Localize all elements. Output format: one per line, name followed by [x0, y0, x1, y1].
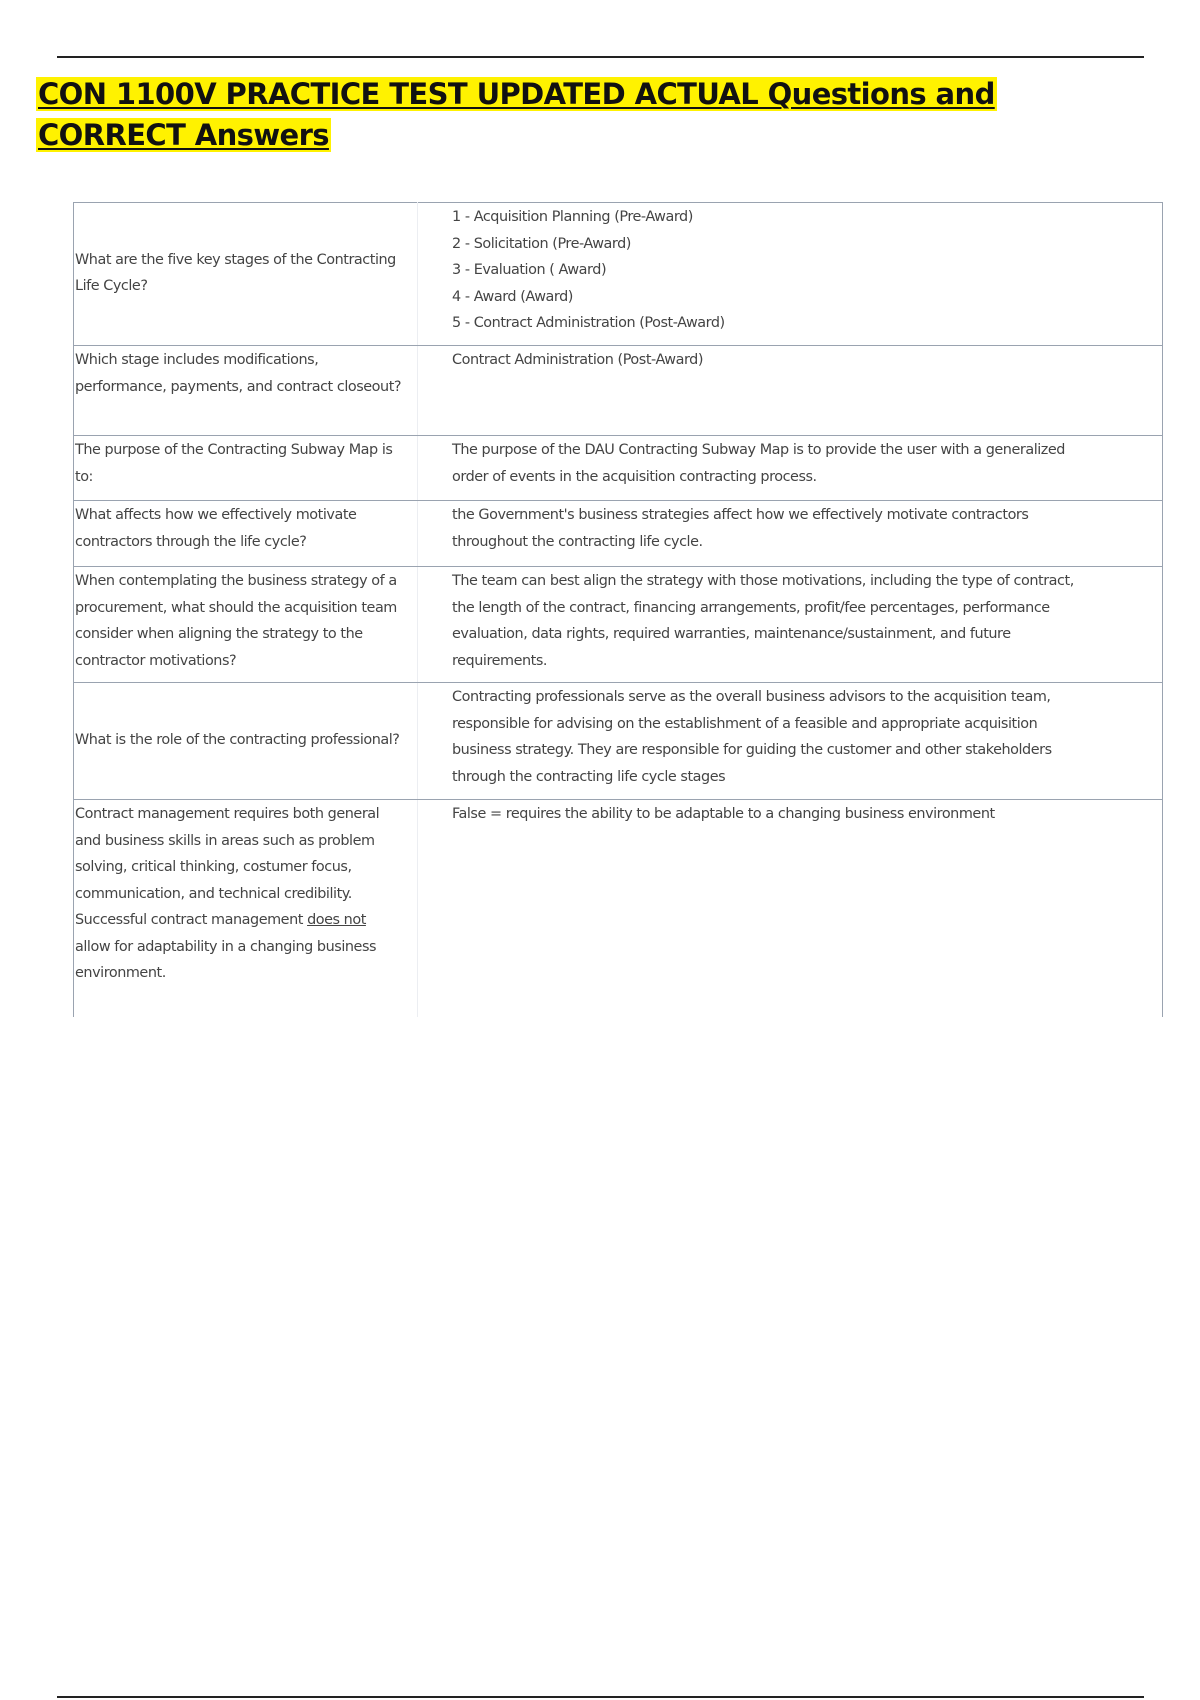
question-text: Contract management requires both general and business skills in areas such as problem solving, critical thinking, costumer focus, communication, and technical credibility. Successful contract management — [75, 806, 380, 928]
table-row — [74, 567, 1163, 683]
answer-cell: Contract Administration (Post-Award) — [418, 346, 1163, 436]
answer-cell: The team can best align the strategy with those motivations, including the type of contract, the length of the contract, financing arrangements, profit/fee percentages, performance evaluation, data rights, required warranties, maintenance/sustainment, and future requirements. — [418, 567, 1163, 683]
table-row — [74, 800, 1163, 1017]
question-cell: What are the five key stages of the Contracting Life Cycle? — [74, 203, 418, 346]
document-title — [36, 74, 1136, 156]
stage-line: 3 - Evaluation ( Award) — [452, 262, 607, 278]
qa-table — [73, 202, 1163, 1017]
question-cell: What affects how we effectively motivate contractors through the life cycle? — [74, 501, 418, 567]
table-row — [74, 203, 1163, 346]
stage-line: 4 - Award (Award) — [452, 288, 573, 305]
underlined-text: does not — [307, 912, 366, 928]
answer-cell: the Government's business strategies affect how we effectively motivate contractors throughout the contracting life cycle. — [418, 501, 1163, 567]
stage-line: 2 - Solicitation (Pre-Award) — [452, 235, 631, 252]
answer-cell: False = requires the ability to be adaptable to a changing business environment — [452, 806, 995, 822]
stage-line: 5 - Contract Administration (Post-Award) — [452, 315, 725, 331]
header-rule — [57, 56, 1144, 58]
table-row — [74, 346, 1163, 436]
answer-cell: The purpose of the DAU Contracting Subway Map is to provide the user with a generalized order of events in the acquisition contracting process. — [418, 436, 1163, 501]
answer-cell — [418, 203, 1163, 346]
stage-line: 1 - Acquisition Planning (Pre-Award) — [452, 209, 693, 225]
answer-cell: Contracting professionals serve as the overall business advisors to the acquisition team, responsible for advising on the establishment of a feasible and appropriate acquisition business strategy. They are responsible for guiding the customer and other stakeholders through the contracting life cycle stages — [418, 683, 1163, 800]
question-cell: The purpose of the Contracting Subway Map is to: — [74, 436, 418, 501]
question-cell: When contemplating the business strategy of a procurement, what should the acquisition team consider when aligning the strategy to the contractor motivations? — [74, 567, 418, 683]
question-cell: Which stage includes modifications, performance, payments, and contract closeout? — [74, 346, 418, 436]
question-text: allow for adaptability in a changing business environment. — [75, 938, 377, 981]
table-row — [74, 436, 1163, 501]
question-cell: What is the role of the contracting professional? — [74, 683, 418, 800]
table-row — [74, 683, 1163, 800]
document-title-text: CON 1100V PRACTICE TEST UPDATED ACTUAL Questions and CORRECT Answers — [38, 77, 995, 152]
table-row — [74, 501, 1163, 567]
footer-rule — [57, 1696, 1144, 1698]
question-cell — [74, 800, 418, 1017]
